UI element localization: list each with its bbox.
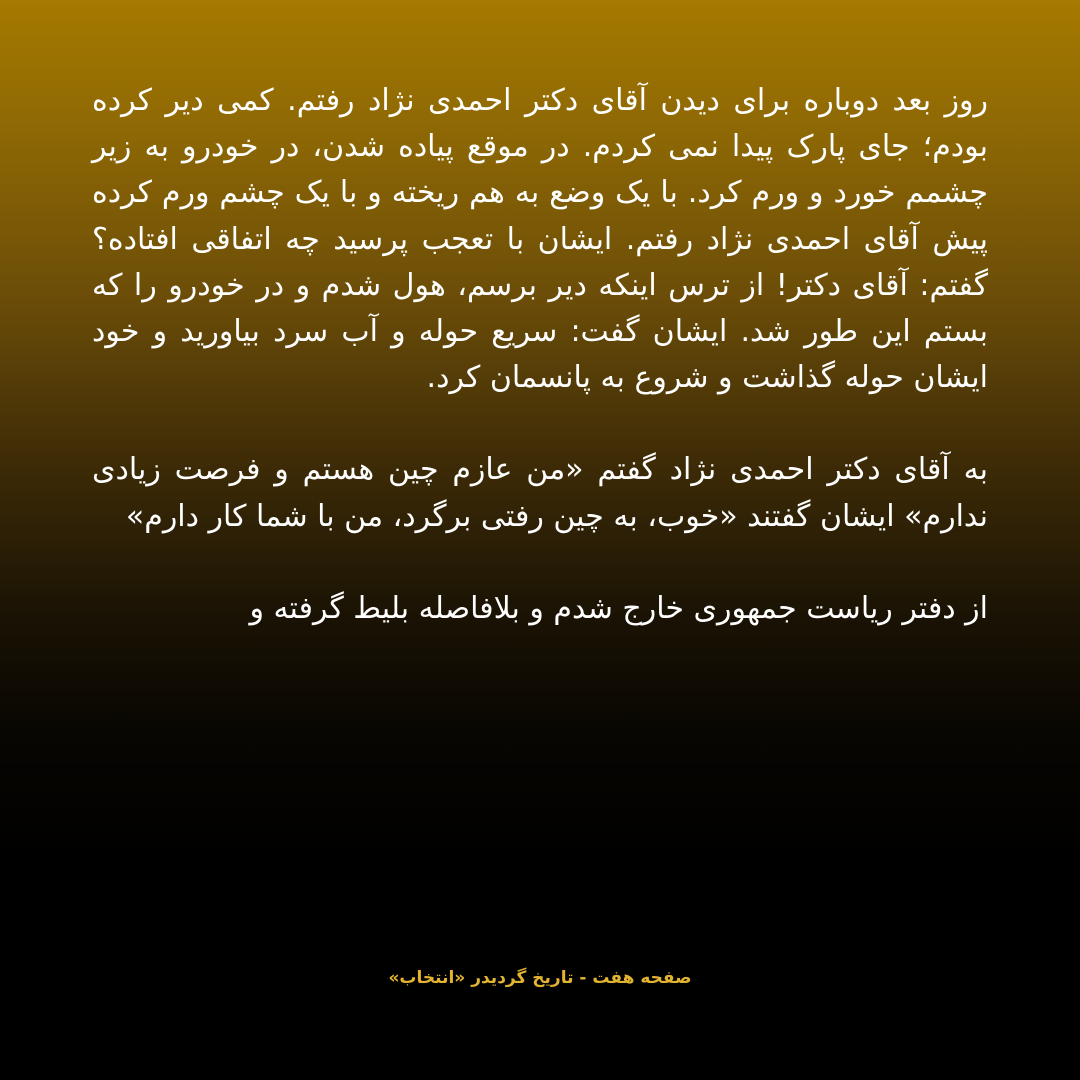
paragraph-china-trip: به آقای دکتر احمدی نژاد گفتم «من عازم چین هستم و فرصت زیادی ندارم» ایشان گفتند «خوب، به چین رفتی برگرد، من با شما کار دارم»	[92, 452, 988, 534]
paragraph-visit-doctor: روز بعد دوباره برای دیدن آقای دکتر احمدی نژاد رفتم. کمی دیر کرده بودم؛ جای پارک پیدا نمی کردم. در موقع پیاده شدن، در خودرو به زیر چشمم خورد و ورم کرد. با یک وضع به هم ریخته و با یک چشم ورم کرده پیش آقای احمدی نژاد رفتم. ایشان با تعجب پرسید چه اتفاقی افتاده؟ گفتم: آقای دکتر! از ترس اینکه دیر برسم، هول شدم و در خودرو را که بستم این طور شد. ایشان گفت: سریع حوله و آب سرد بیاورید و خود ایشان حوله گذاشت و شروع به پانسمان کرد.	[92, 83, 988, 396]
page-body	[92, 78, 988, 632]
paragraph-leaving-office: از دفتر ریاست جمهوری خارج شدم و بلافاصله بلیط گرفته و	[249, 590, 988, 626]
page-caption: صفحه هفت - تاریخ گردیدر «انتخاب»	[388, 968, 692, 988]
